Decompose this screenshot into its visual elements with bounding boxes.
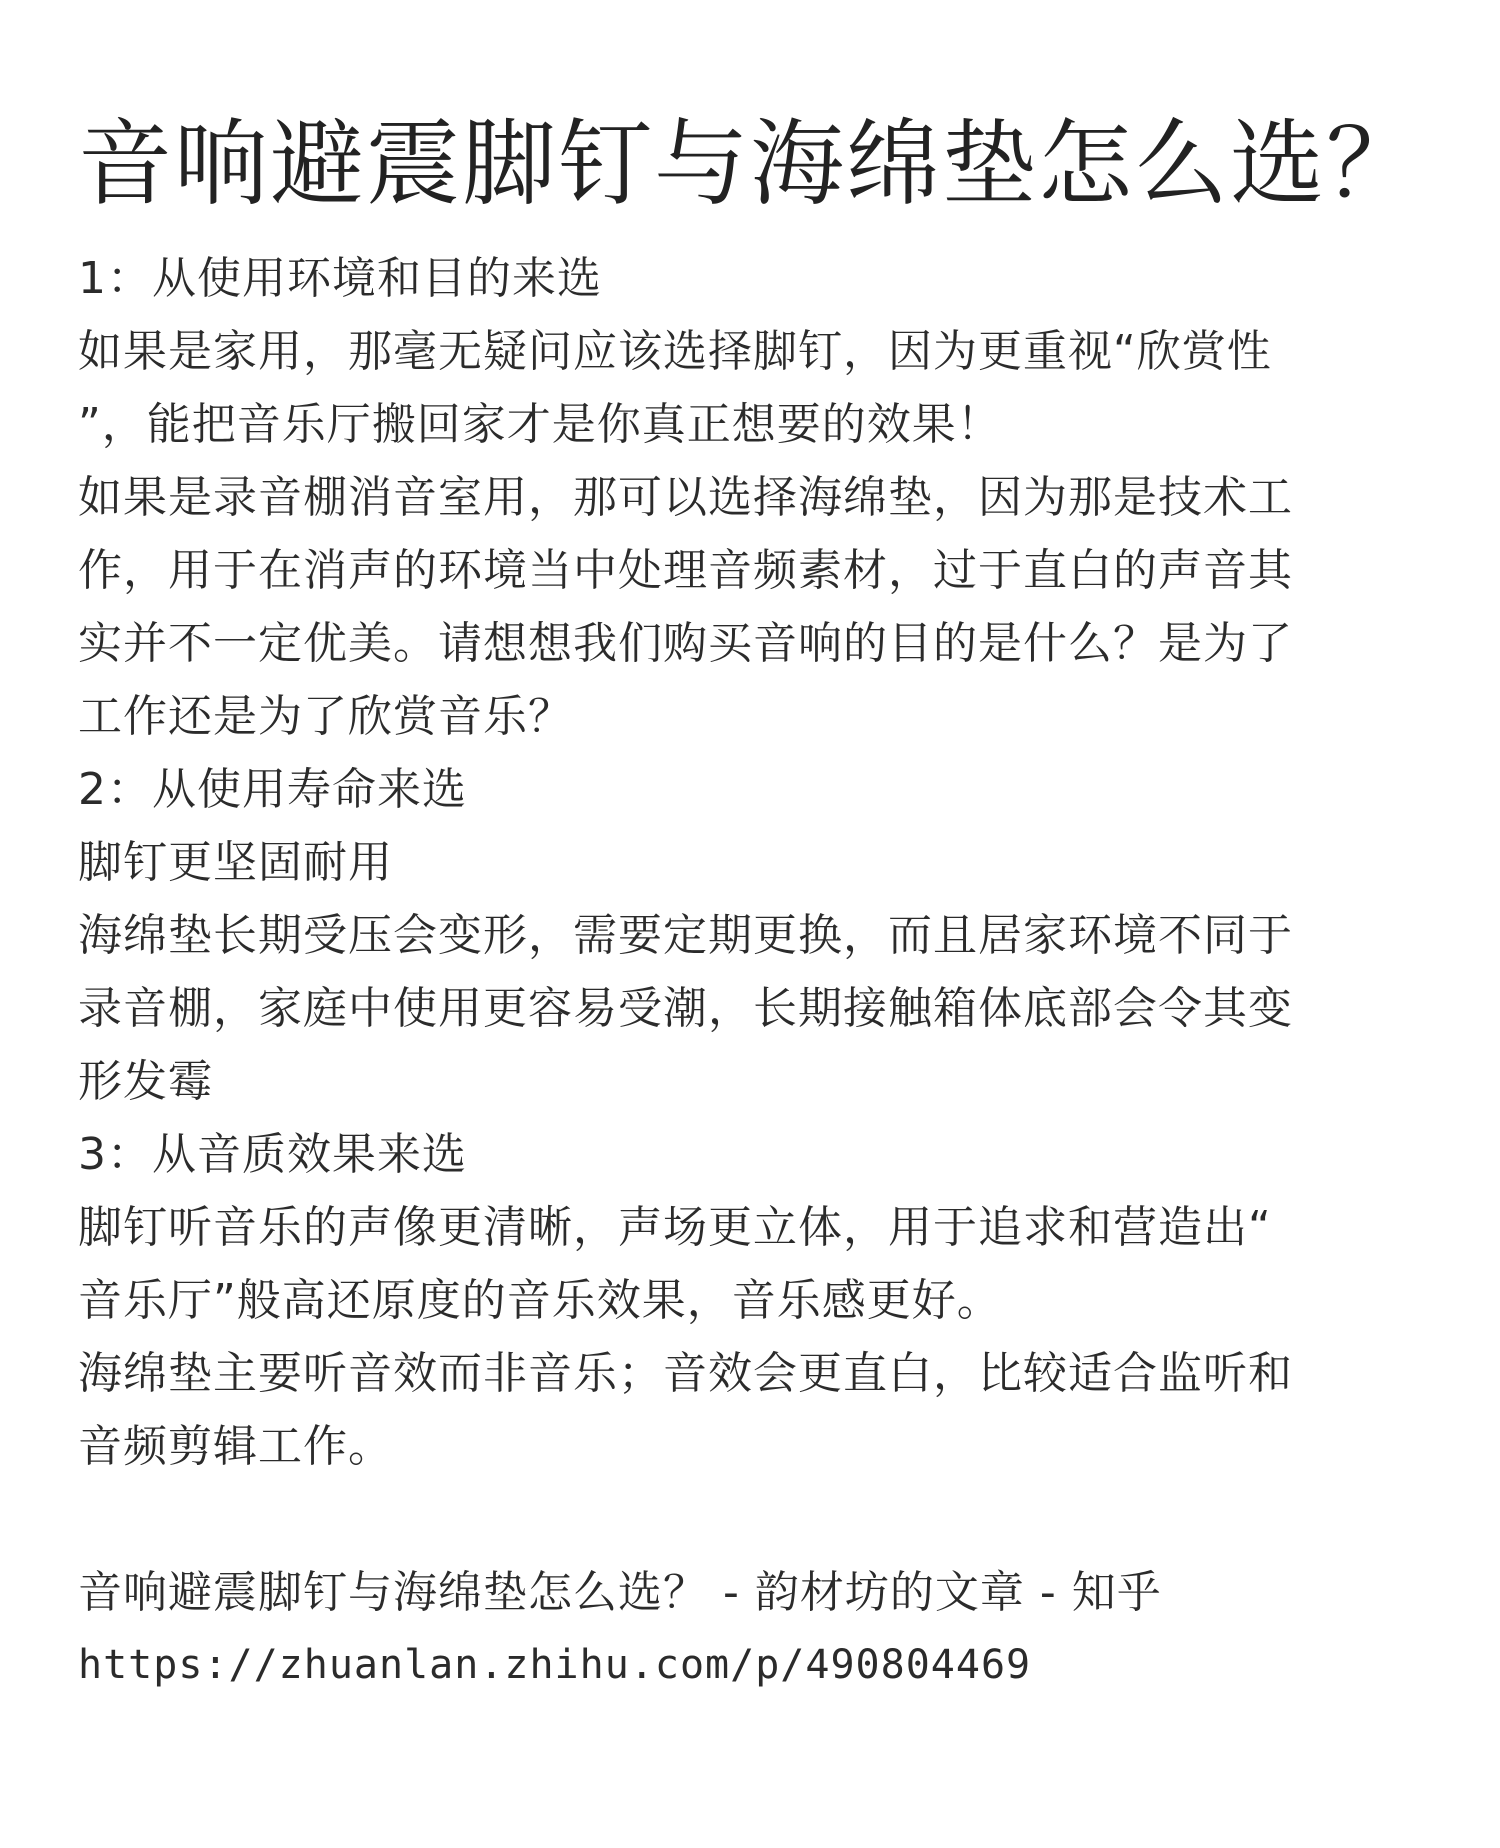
paragraph-line: 如果是家用，那毫无疑问应该选择脚钉，因为更重视“欣赏性 <box>78 326 1272 377</box>
article-title: 音响避震脚钉与海绵垫怎么选？ <box>78 110 1423 219</box>
paragraph-line: 作，用于在消声的环境当中处理音频素材，过于直白的声音其 <box>78 545 1293 596</box>
source-line: 音响避震脚钉与海绵垫怎么选？ - 韵材坊的文章 - 知乎 <box>78 1567 1162 1618</box>
source-url: https://zhuanlan.zhihu.com/p/490804469 <box>78 1642 1032 1688</box>
paragraph-line: 录音棚，家庭中使用更容易受潮，长期接触箱体底部会令其变 <box>78 983 1293 1034</box>
section-heading-sound-quality: 3：从音质效果来选 <box>78 1129 467 1180</box>
section-heading-environment: 1：从使用环境和目的来选 <box>78 253 602 304</box>
paragraph-line: 工作还是为了欣赏音乐？ <box>78 691 573 742</box>
section-heading-lifespan: 2：从使用寿命来选 <box>78 764 467 815</box>
paragraph-line: 如果是录音棚消音室用，那可以选择海绵垫，因为那是技术工 <box>78 472 1293 523</box>
paragraph-line: 脚钉更坚固耐用 <box>78 837 393 888</box>
article-body <box>78 242 1418 1483</box>
article <box>78 100 1423 1702</box>
paragraph-line: 实并不一定优美。请想想我们购买音响的目的是什么？是为了 <box>78 618 1293 669</box>
paragraph-line: 音频剪辑工作。 <box>78 1421 393 1472</box>
source-attribution <box>78 1556 1418 1702</box>
paragraph-line: 海绵垫主要听音效而非音乐；音效会更直白，比较适合监听和 <box>78 1348 1293 1399</box>
paragraph-line: 脚钉听音乐的声像更清晰，声场更立体，用于追求和营造出“ <box>78 1202 1272 1253</box>
paragraph-line: ”，能把音乐厅搬回家才是你真正想要的效果！ <box>78 399 1002 450</box>
spacer <box>78 1483 1418 1556</box>
paragraph-line: 音乐厅”般高还原度的音乐效果，音乐感更好。 <box>78 1275 1002 1326</box>
paragraph-line: 形发霉 <box>78 1056 213 1107</box>
paragraph-line: 海绵垫长期受压会变形，需要定期更换，而且居家环境不同于 <box>78 910 1293 961</box>
